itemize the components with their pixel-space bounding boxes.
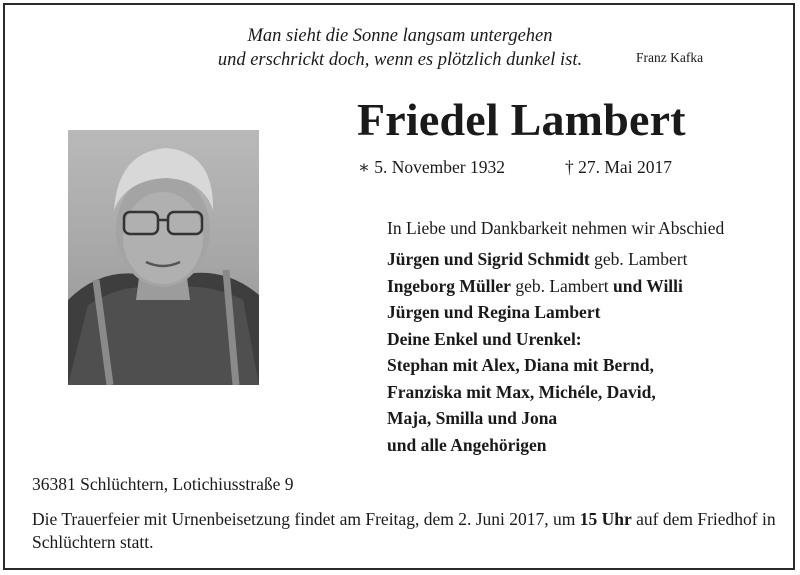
portrait-photo [68,130,259,385]
death-date: † 27. Mai 2017 [565,157,672,177]
mourner-line: Maja, Smilla und Jona [387,408,558,428]
mourner-line: Deine Enkel und Urenkel: [387,328,582,349]
service-text: Die Trauerfeier mit Urnenbeisetzung findet am Freitag, dem 2. Juni 2017, um [32,509,580,529]
maiden-name-note: geb. Lambert [589,249,688,269]
kafka-quote [180,24,620,72]
mourner-name: Jürgen und Sigrid Schmidt [387,249,590,269]
maiden-name-note: geb. Lambert [510,275,613,296]
mourners-list [387,246,687,458]
mourner-line: Franziska mit Max, Michéle, David, [387,381,656,402]
mourner-line [387,246,687,273]
mourner-line [387,273,687,300]
mourner-line: und alle Angehörigen [387,434,547,455]
quote-author: Franz Kafka [636,50,704,65]
deceased-name: Friedel Lambert [357,94,686,145]
quote-line-2: und erschrickt doch, wenn es plötzlich dunkel ist. [217,50,583,70]
service-time: 15 Uhr [579,509,632,529]
farewell-intro: In Liebe und Dankbarkeit nehmen wir Abschied [387,218,725,238]
funeral-service-notice [32,508,777,554]
mourner-name: Ingeborg Müller [387,275,511,296]
service-text: auf dem Friedhof in Schlüchtern statt. [32,509,776,552]
mourner-line: Jürgen und Regina Lambert [387,302,601,322]
quote-line-1: Man sieht die Sonne langsam untergehen [247,26,553,46]
address: 36381 Schlüchtern, Lotichiusstraße 9 [32,474,294,494]
mourner-name: und Willi [613,275,683,296]
mourner-line: Stephan mit Alex, Diana mit Bernd, [387,355,654,375]
birth-date: ∗ 5. November 1932 [358,157,506,177]
